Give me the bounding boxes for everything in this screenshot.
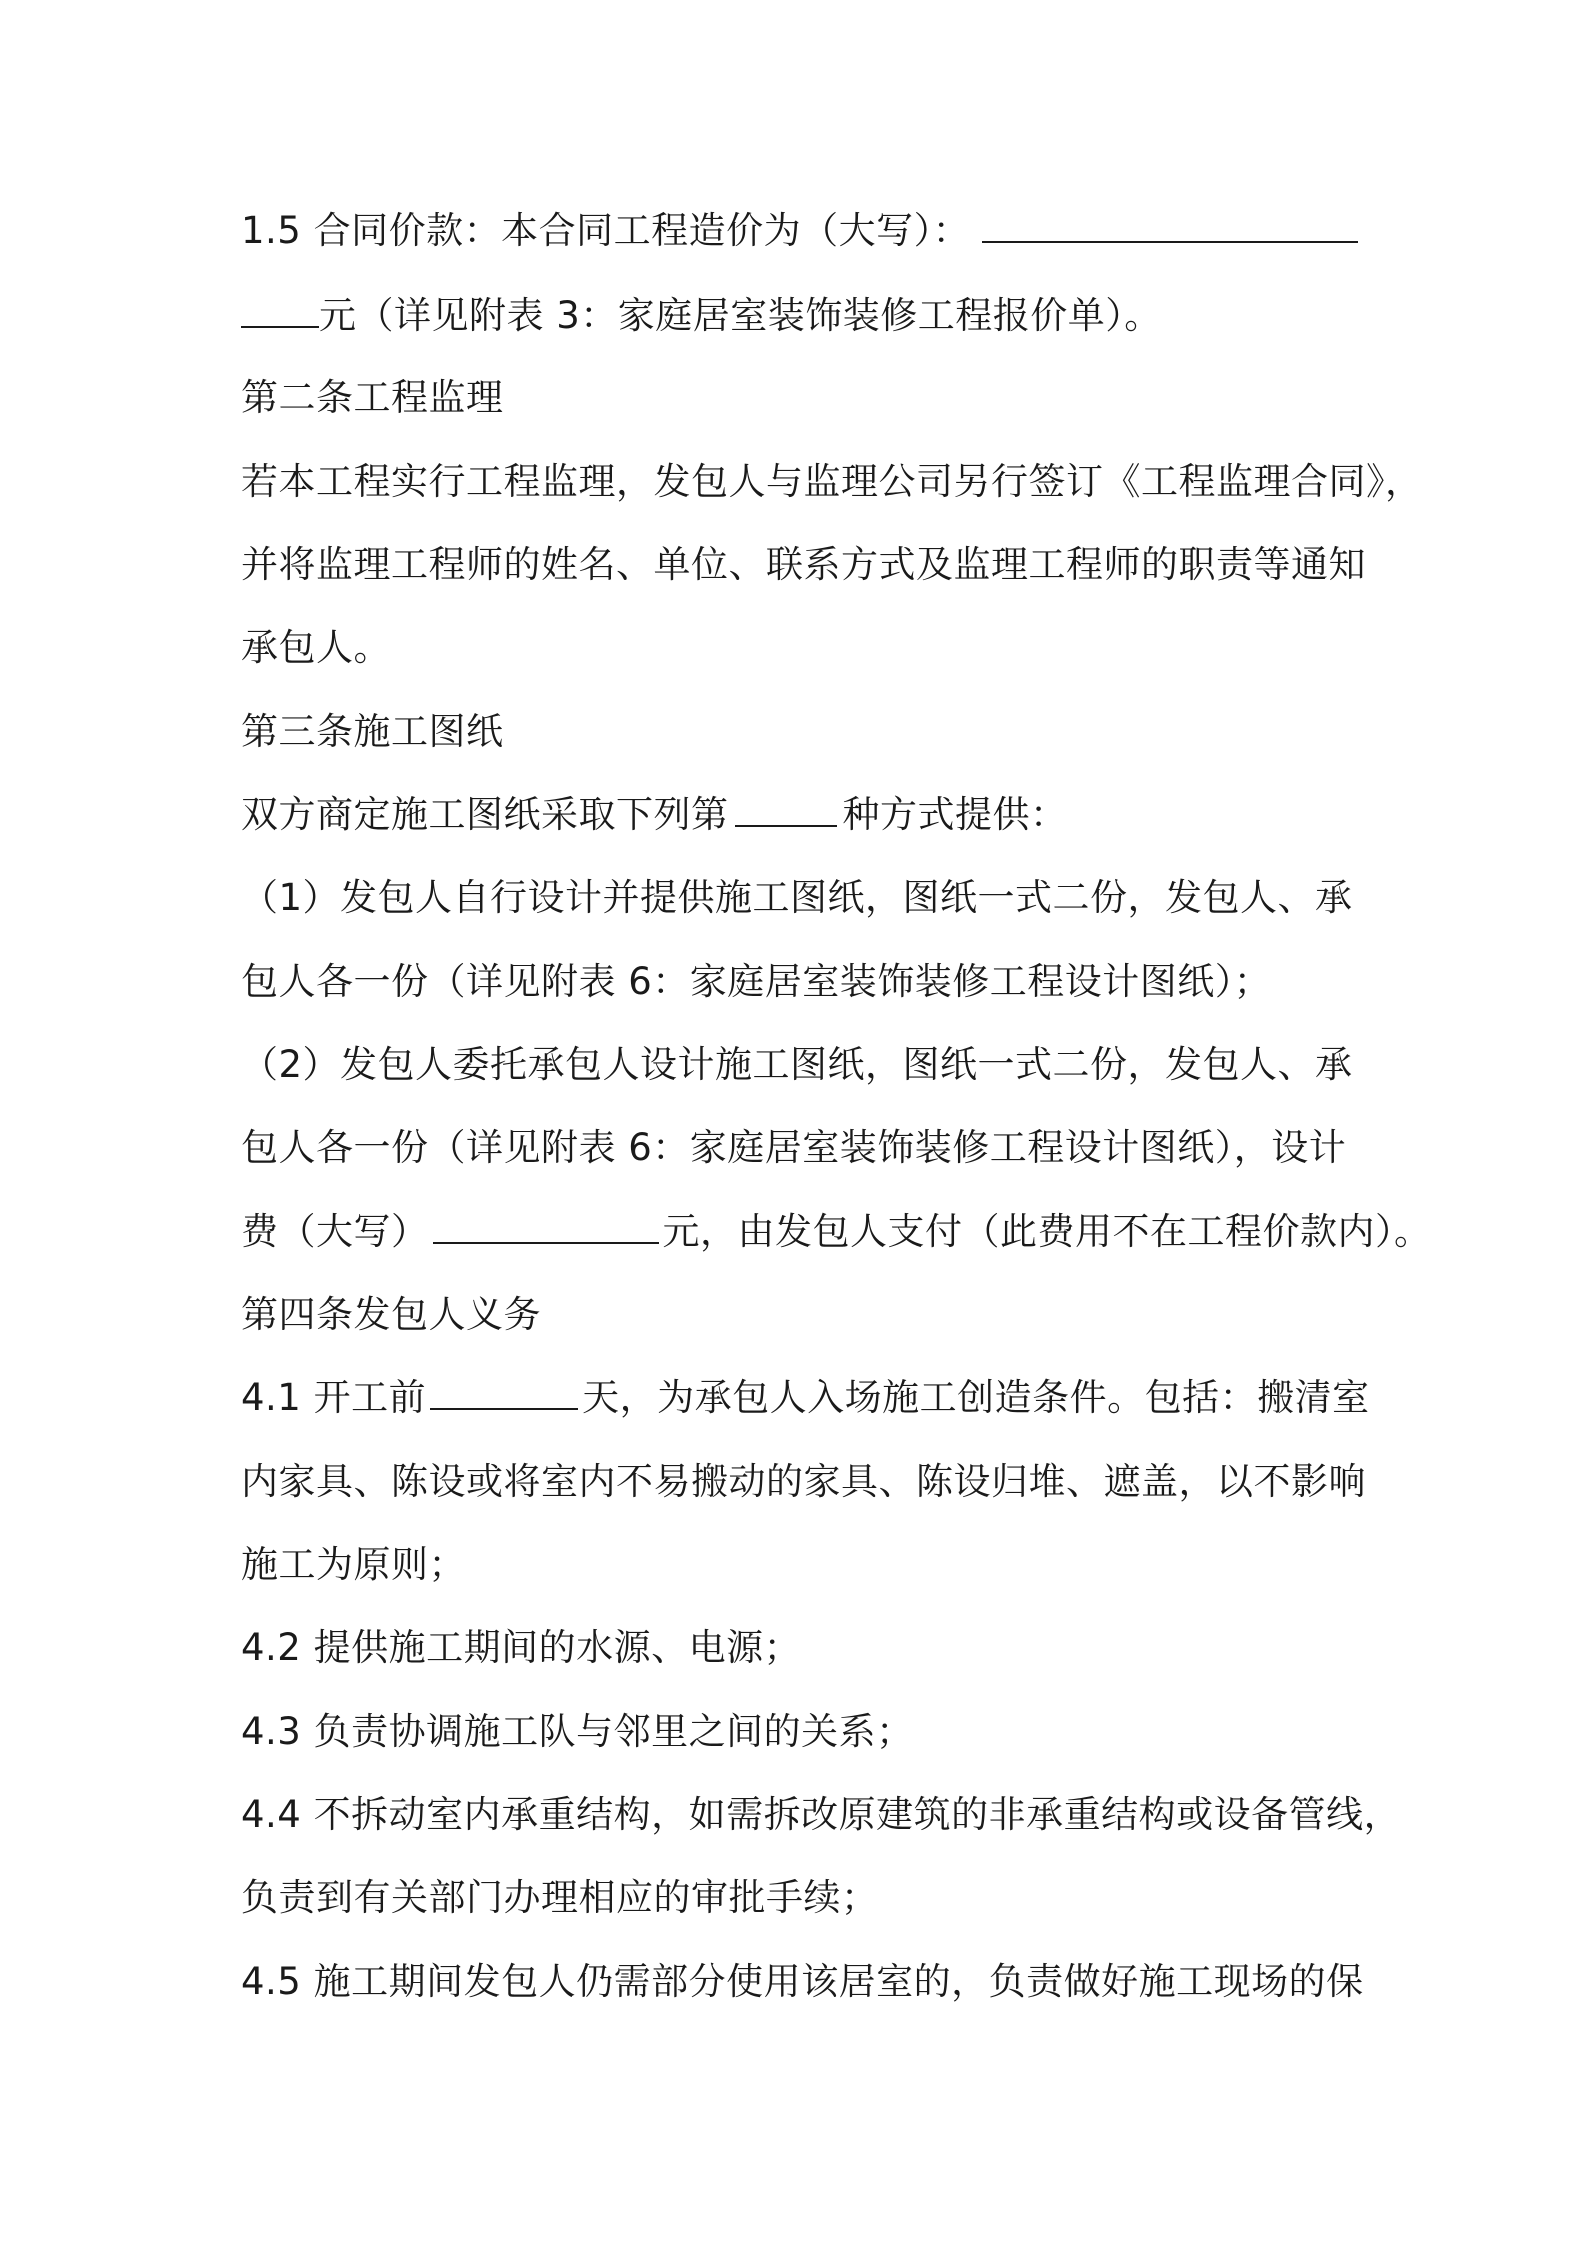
design-fee-blank bbox=[433, 1208, 659, 1244]
section-1-5-line-2: 元（详见附表 3：家庭居室装饰装修工程报价单）。 bbox=[241, 291, 1162, 341]
article-4-item-4-1-cont: 内家具、陈设或将室内不易搬动的家具、陈设归堆、遮盖，以不影响 bbox=[241, 1460, 1366, 1503]
article-4-item-4-3: 4.3 负责协调施工队与邻里之间的关系； bbox=[241, 1710, 914, 1753]
article-3-option-1: （1）发包人自行设计并提供施工图纸，图纸一式二份，发包人、承 bbox=[241, 876, 1353, 919]
article-3-option-2: （2）发包人委托承包人设计施工图纸，图纸一式二份，发包人、承 bbox=[241, 1043, 1353, 1086]
article-4-item-4-4: 负责到有关部门办理相应的审批手续； bbox=[241, 1876, 879, 1919]
article-4-item-4-5: 4.5 施工期间发包人仍需部分使用该居室的，负责做好施工现场的保 bbox=[241, 1960, 1364, 2003]
article-2-line: 并将监理工程师的姓名、单位、联系方式及监理工程师的职责等通知 bbox=[241, 543, 1366, 586]
article-4-heading: 第四条发包人义务 bbox=[241, 1293, 541, 1336]
article-4-item-4-1-cont: 施工为原则； bbox=[241, 1543, 466, 1586]
article-4-item-4-2: 4.2 提供施工期间的水源、电源； bbox=[241, 1626, 802, 1669]
article-2-heading: 第二条工程监理 bbox=[241, 376, 504, 419]
article-3-design-fee: 费（大写） 元，由发包人支付（此费用不在工程价款内）。 bbox=[241, 1210, 1432, 1253]
article-3-option-2: 包人各一份（详见附表 6：家庭居室装饰装修工程设计图纸），设计 bbox=[241, 1126, 1347, 1169]
article-2-line: 若本工程实行工程监理，发包人与监理公司另行签订《工程监理合同》， bbox=[241, 460, 1423, 503]
days-blank bbox=[430, 1374, 578, 1410]
article-4-item-4-4: 4.4 不拆动室内承重结构，如需拆改原建筑的非承重结构或设备管线， bbox=[241, 1793, 1402, 1836]
article-3-intro: 双方商定施工图纸采取下列第 种方式提供： bbox=[241, 793, 1068, 836]
article-3-option-1: 包人各一份（详见附表 6：家庭居室装饰装修工程设计图纸）； bbox=[241, 960, 1272, 1003]
method-blank bbox=[735, 791, 837, 827]
price-blank-continued bbox=[241, 292, 319, 328]
article-4-item-4-1: 4.1 开工前 天，为承包人入场施工创造条件。包括：搬清室 bbox=[241, 1376, 1370, 1419]
price-blank bbox=[982, 207, 1358, 243]
section-1-5-line-1: 1.5 合同价款：本合同工程造价为（大写）： bbox=[241, 206, 1358, 256]
article-3-heading: 第三条施工图纸 bbox=[241, 710, 504, 753]
article-2-line: 承包人。 bbox=[241, 626, 391, 669]
